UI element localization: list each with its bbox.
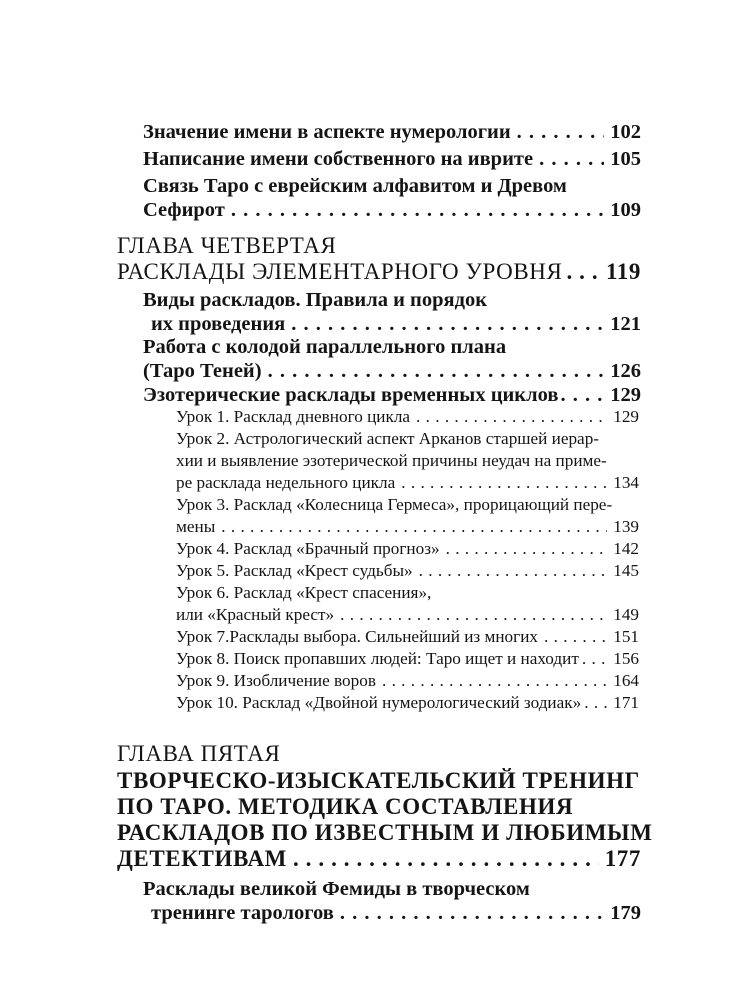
page-number: 102 <box>610 121 641 143</box>
page-number: 129 <box>613 407 639 426</box>
page-number: 177 <box>604 846 641 871</box>
toc-entry-line <box>143 876 641 902</box>
page-number: 139 <box>613 517 639 536</box>
leader-dots <box>268 358 605 384</box>
lesson-title-cont: ре расклада недельного цикла <box>176 473 396 492</box>
lesson-entry-line <box>176 450 607 472</box>
leader-dots <box>446 538 608 560</box>
leader-dots <box>539 146 604 172</box>
chapter-label <box>117 232 336 260</box>
page-number: 142 <box>613 539 639 558</box>
entry-title-cont: Сефирот <box>143 199 225 221</box>
lesson-title-cont: мены <box>176 517 216 536</box>
page-number: 121 <box>610 313 641 335</box>
chapter-title-text: РАСКЛАДОВ ПО ИЗВЕСТНЫМ И ЛЮБИМЫМ <box>117 820 653 845</box>
lesson-title: Урок 8. Поиск пропавших людей: Таро ищет и находит <box>176 649 579 668</box>
entry-title: Виды раскладов. Правила и порядок <box>143 289 488 311</box>
page-number: 109 <box>610 199 641 221</box>
chapter-title-line <box>117 767 640 795</box>
lesson-title-cont: или «Красный крест» <box>176 605 335 624</box>
page-number: 164 <box>613 671 639 690</box>
leader-dots <box>566 258 602 286</box>
lesson-entry <box>176 670 639 692</box>
leader-dots <box>544 626 607 648</box>
lesson-title: Урок 10. Расклад «Двойной нумерологический зодиак» <box>176 693 582 712</box>
lesson-title: Урок 6. Расклад «Крест спасения», <box>176 583 432 602</box>
leader-dots <box>582 648 610 670</box>
chapter-title-line <box>117 793 573 821</box>
lesson-entry <box>176 648 639 670</box>
chapter-label-text: ГЛАВА ПЯТАЯ <box>117 741 281 766</box>
page-number: 179 <box>610 902 641 924</box>
chapter-label <box>117 740 280 768</box>
leader-dots <box>221 516 607 538</box>
lesson-title: Урок 4. Расклад «Брачный прогноз» <box>176 539 440 558</box>
chapter-title-text: ДЕТЕКТИВАМ <box>117 846 287 871</box>
toc-entry <box>143 197 641 223</box>
entry-title: Работа с колодой параллельного плана <box>143 336 507 358</box>
chapter-title-text: ПО ТАРО. МЕТОДИКА СОСТАВЛЕНИЯ <box>117 794 574 819</box>
entry-title-cont: (Таро Теней) <box>143 360 262 382</box>
lesson-entry-line <box>176 582 431 604</box>
lesson-title: Урок 5. Расклад «Крест судьбы» <box>176 561 413 580</box>
entry-title: Расклады великой Фемиды в творческом <box>143 878 530 900</box>
chapter-label-text: ГЛАВА ЧЕТВЕРТАЯ <box>117 233 337 258</box>
toc-entry-line <box>143 173 641 199</box>
page-number: 119 <box>605 259 641 284</box>
leader-dots <box>560 382 608 408</box>
lesson-entry <box>176 406 639 428</box>
page-number: 126 <box>610 360 641 382</box>
toc-entry-line <box>143 334 641 360</box>
leader-dots <box>584 692 610 714</box>
page-number: 134 <box>613 473 639 492</box>
entry-title: Связь Таро с еврейским алфавитом и Древом <box>143 175 567 197</box>
leader-dots <box>517 119 605 145</box>
page-number: 151 <box>613 627 639 646</box>
chapter-title <box>117 258 641 286</box>
lesson-title: Урок 7.Расклады выбора. Сильнейший из многих <box>176 627 538 646</box>
lesson-entry <box>176 538 639 560</box>
leader-dots <box>419 560 608 582</box>
lesson-entry <box>176 516 639 538</box>
chapter-title-text: РАСКЛАДЫ ЭЛЕМЕНТАРНОГО УРОВНЯ <box>117 259 563 284</box>
lesson-entry <box>176 472 639 494</box>
chapter-title-line <box>117 819 653 847</box>
page-number: 171 <box>613 693 639 712</box>
chapter-title-text: ТВОРЧЕСКО-ИЗЫСКАТЕЛЬСКИЙ ТРЕНИНГ <box>117 768 640 793</box>
leader-dots <box>293 845 599 873</box>
page-number: 129 <box>610 384 641 406</box>
page-number: 149 <box>613 605 639 624</box>
lesson-entry-line <box>176 494 612 516</box>
lesson-entry <box>176 692 639 714</box>
leader-dots <box>231 197 604 223</box>
toc-entry <box>143 382 641 408</box>
toc-entry <box>143 146 641 172</box>
leader-dots <box>382 670 607 692</box>
lesson-title: Урок 3. Расклад «Колесница Гермеса», прорицающий пере- <box>176 495 613 514</box>
lesson-entry-line <box>176 428 599 450</box>
entry-title-cont: тренинге тарологов <box>151 902 334 924</box>
leader-dots <box>340 900 604 926</box>
entry-title: Эзотерические расклады временных циклов <box>143 384 559 406</box>
page-number: 156 <box>613 649 639 668</box>
toc-entry <box>151 900 641 926</box>
entry-title: Значение имени в аспекте нумерологии <box>143 121 511 143</box>
leader-dots <box>401 472 607 494</box>
toc-entry <box>143 119 641 145</box>
lesson-title-cont: хии и выявление эзотерической причины неудач на приме- <box>176 451 607 470</box>
lesson-title: Урок 2. Астрологический аспект Арканов старшей иерар- <box>176 429 600 448</box>
toc-entry-line <box>143 287 641 313</box>
chapter-title <box>117 845 641 873</box>
lesson-title: Урок 1. Расклад дневного цикла <box>176 407 411 426</box>
lesson-entry <box>176 626 639 648</box>
toc-entry <box>143 358 641 384</box>
page-number: 145 <box>613 561 639 580</box>
lesson-title: Урок 9. Изобличение воров <box>176 671 376 690</box>
page-number: 105 <box>610 148 641 170</box>
lesson-entry <box>176 560 639 582</box>
leader-dots <box>340 604 607 626</box>
entry-title: Написание имени собственного на иврите <box>143 148 534 170</box>
lesson-entry <box>176 604 639 626</box>
entry-title-cont: их проведения <box>151 313 286 335</box>
leader-dots <box>416 406 607 428</box>
